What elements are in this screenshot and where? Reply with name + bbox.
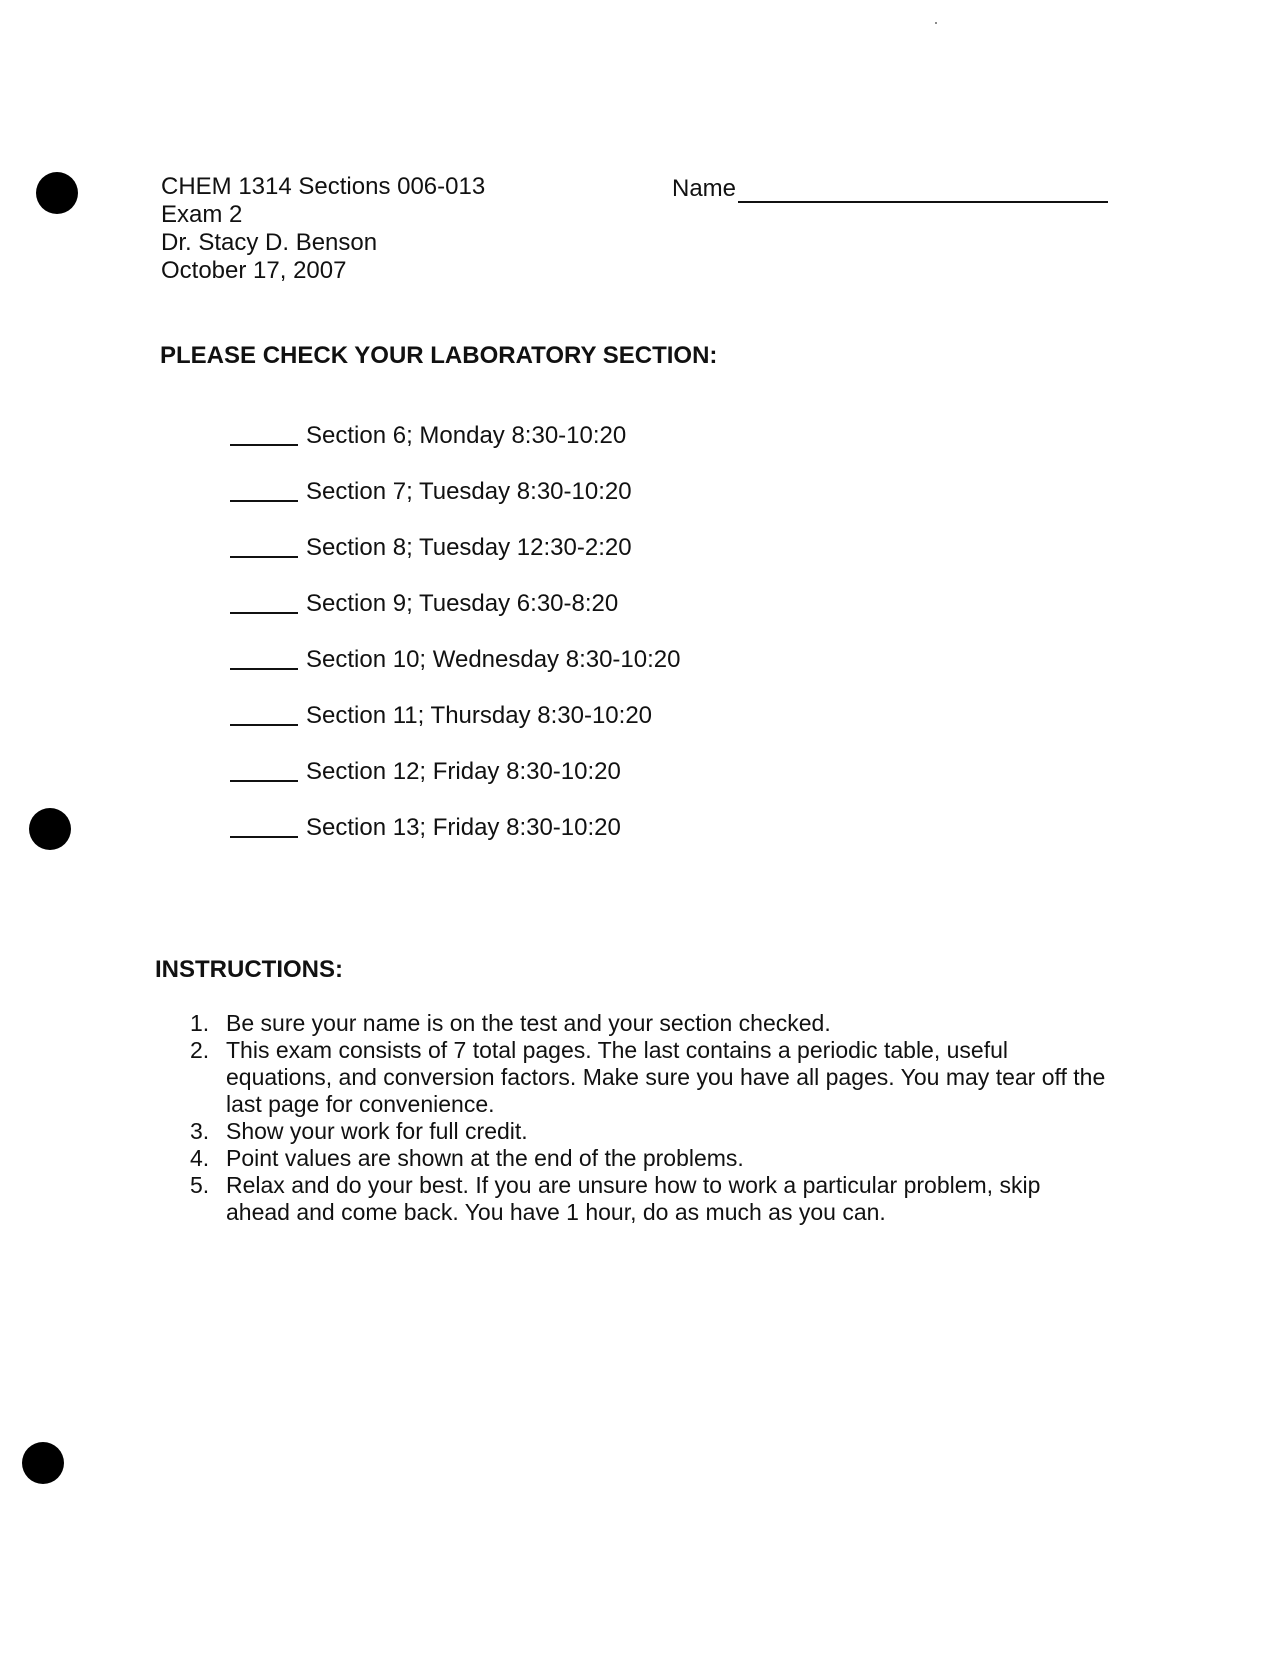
lab-section-option [230,618,680,674]
check-blank[interactable] [230,780,298,782]
exam-number: Exam 2 [161,201,243,228]
check-blank[interactable] [230,500,298,502]
lab-section-option [230,394,680,450]
lab-section-option [230,674,680,730]
lab-section-option [230,506,680,562]
instructions-heading: INSTRUCTIONS: [155,956,343,983]
exam-header [161,173,485,285]
check-blank[interactable] [230,724,298,726]
instruction-text: Point values are shown at the end of the problems. [226,1145,744,1171]
instruction-item [190,1037,1110,1118]
lab-section-label: Section 7; Tuesday 8:30-10:20 [306,478,632,505]
check-blank[interactable] [230,612,298,614]
lab-section-option [230,562,680,618]
instructor-name: Dr. Stacy D. Benson [161,229,378,256]
name-blank-line[interactable] [738,175,1108,203]
check-blank[interactable] [230,836,298,838]
lab-section-label: Section 12; Friday 8:30-10:20 [306,758,621,785]
check-blank[interactable] [230,444,298,446]
instruction-text: Show your work for full credit. [226,1118,528,1144]
lab-section-option [230,730,680,786]
check-blank[interactable] [230,668,298,670]
binder-hole [22,1442,64,1484]
instruction-number: 3. [190,1118,210,1144]
lab-section-label: Section 9; Tuesday 6:30-8:20 [306,590,619,617]
instruction-text: Relax and do your best. If you are unsure how to work a particular problem, skip ahead and come back. You have 1 hour, do as much as you can. [226,1172,1041,1225]
instruction-text: Be sure your name is on the test and your section checked. [226,1010,831,1036]
lab-section-option [230,786,680,842]
lab-section-label: Section 10; Wednesday 8:30-10:20 [306,646,681,673]
lab-section-option [230,450,680,506]
lab-section-heading: PLEASE CHECK YOUR LABORATORY SECTION: [160,342,718,369]
lab-section-label: Section 11; Thursday 8:30-10:20 [306,702,653,729]
lab-section-list [230,394,680,842]
instruction-text: This exam consists of 7 total pages. The last contains a periodic table, useful equations, and conversion factors. Make sure you have all pages. You may tear off the last page for convenience. [226,1037,1106,1117]
binder-hole [36,172,78,214]
instruction-item [190,1010,1110,1037]
lab-section-label: Section 13; Friday 8:30-10:20 [306,814,621,841]
instruction-number: 2. [190,1037,210,1063]
instruction-item [190,1172,1110,1226]
instruction-item [190,1145,1110,1172]
instruction-number: 1. [190,1010,210,1036]
name-label: Name [672,175,737,202]
lab-section-label: Section 6; Monday 8:30-10:20 [306,422,627,449]
lab-section-label: Section 8; Tuesday 12:30-2:20 [306,534,632,561]
name-field [672,175,1108,203]
check-blank[interactable] [230,556,298,558]
scan-speck [935,22,937,24]
instructions-list [190,1010,1110,1226]
binder-hole [29,808,71,850]
instruction-item [190,1118,1110,1145]
instruction-number: 5. [190,1172,210,1198]
instruction-number: 4. [190,1145,210,1171]
course-title: CHEM 1314 Sections 006-013 [161,173,486,200]
exam-date: October 17, 2007 [161,257,347,284]
